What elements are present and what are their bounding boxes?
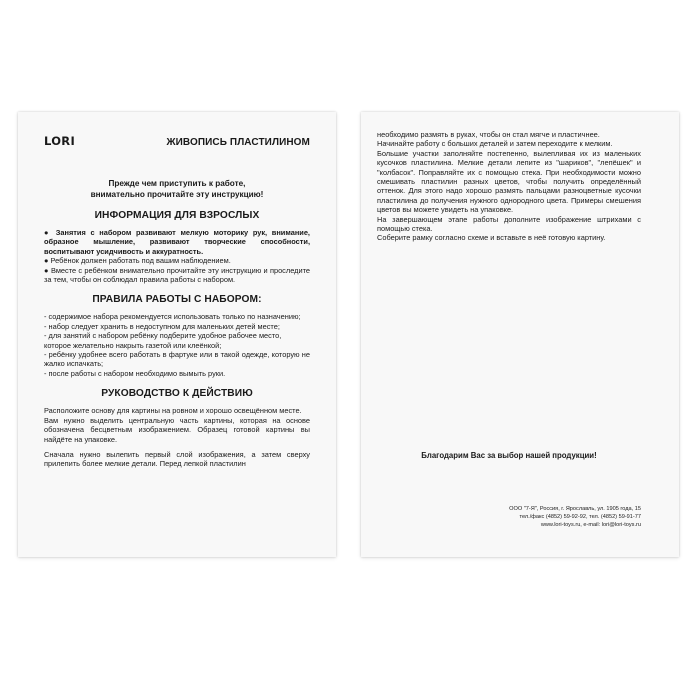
warning-line: Прежде чем приступить к работе, bbox=[108, 179, 246, 188]
adults-paragraph: ● Вместе с ребёнком внимательно прочитайте эту инструкцию и проследите за тем, чтобы он соблюдал правила работы с набором. bbox=[44, 265, 310, 285]
warning-line: внимательно прочитайте эту инструкцию! bbox=[90, 190, 264, 199]
contact-line: www.lori-toys.ru, e-mail: lori@lori-toys.ru bbox=[540, 522, 641, 528]
rule-item: - набор следует хранить в недоступном для маленьких детей месте; bbox=[44, 321, 280, 331]
company-contacts bbox=[461, 505, 641, 529]
continued-paragraph: Большие участки заполняйте постепенно, вылепливая их из маленьких кусочков пластилина. Мелкие детали лепите из "шариков", "лепёшек" и "колбасок". Поправляйте их с помощью стека. При необходимости можно смешивать пластилин разных цветов, чтобы получить определённый оттенок. Для этого надо хорошо размять пальцами разноцветные кусочки пластилина до получения нужного однородного цвета. Примеры смешения цветов вы можете увидеть на упаковке. bbox=[377, 148, 641, 215]
guide-paragraph: Вам нужно выделить центральную часть картины, которая на основе обозначена бесцветным изображением. Образец готовой картины вы найдёте на упаковке. bbox=[44, 415, 310, 444]
product-title: ЖИВОПИСЬ ПЛАСТИЛИНОМ bbox=[166, 137, 310, 148]
continued-paragraph: необходимо размять в руках, чтобы он стал мягче и пластичнее. bbox=[377, 130, 600, 139]
guide-paragraph: Расположите основу для картины на ровном и хорошо освещённом месте. bbox=[44, 406, 302, 416]
rule-item: - после работы с набором необходимо вымыть руки. bbox=[44, 368, 226, 378]
section-heading-adults: ИНФОРМАЦИЯ ДЛЯ ВЗРОСЛЫХ bbox=[94, 210, 260, 221]
rule-item: - для занятий с набором ребёнку подберите удобное рабочее место, bbox=[44, 331, 282, 341]
rule-item: - содержимое набора рекомендуется использовать только по назначению; bbox=[44, 312, 301, 322]
guide-paragraph: Сначала нужно вылепить первый слой изображения, а затем сверху прилепить более мелкие детали. Перед лепкой пластилин bbox=[44, 449, 310, 469]
adults-info bbox=[44, 228, 310, 284]
brand-logo: LORI bbox=[44, 134, 76, 148]
continued-paragraph: На завершающем этапе работы дополните изображение штрихами с помощью стека. bbox=[377, 214, 641, 234]
contact-line: тел./факс (4852) 59-92-92, тел. (4852) 59-91-77 bbox=[519, 514, 641, 520]
rule-item: которое желательно накрыть газетой или клеёнкой; bbox=[44, 340, 222, 350]
instruction-page-right bbox=[361, 112, 679, 557]
adults-paragraph: ● Ребёнок должен работать под вашим наблюдением. bbox=[44, 256, 231, 266]
continued-text bbox=[377, 130, 641, 243]
rules-list bbox=[44, 312, 310, 378]
guide-text bbox=[44, 406, 310, 468]
rule-item: - ребёнку удобнее всего работать в фартуке или в такой одежде, которую не жалко испачкать; bbox=[44, 350, 310, 369]
thanks-note: Благодарим Вас за выбор нашей продукции! bbox=[421, 451, 597, 460]
warning-text bbox=[44, 178, 310, 200]
continued-paragraph: Начинайте работу с больших деталей и затем переходите к мелким. bbox=[377, 139, 613, 149]
contact-line: ООО "7-Я", Россия, г. Ярославль, ул. 1905 года, 15 bbox=[509, 506, 641, 512]
continued-paragraph: Соберите рамку согласно схеме и вставьте в неё готовую картину. bbox=[377, 233, 606, 243]
section-heading-rules: ПРАВИЛА РАБОТЫ С НАБОРОМ: bbox=[92, 294, 262, 306]
instruction-page-left bbox=[18, 112, 336, 557]
adults-paragraph: ● Занятия с набором развивают мелкую моторику рук, внимание, образное мышление, развивают творческие способности, воспитывают усидчивость и аккуратность. bbox=[44, 228, 310, 256]
page-header bbox=[44, 134, 310, 148]
section-heading-guide: РУКОВОДСТВО К ДЕЙСТВИЮ bbox=[101, 388, 253, 400]
